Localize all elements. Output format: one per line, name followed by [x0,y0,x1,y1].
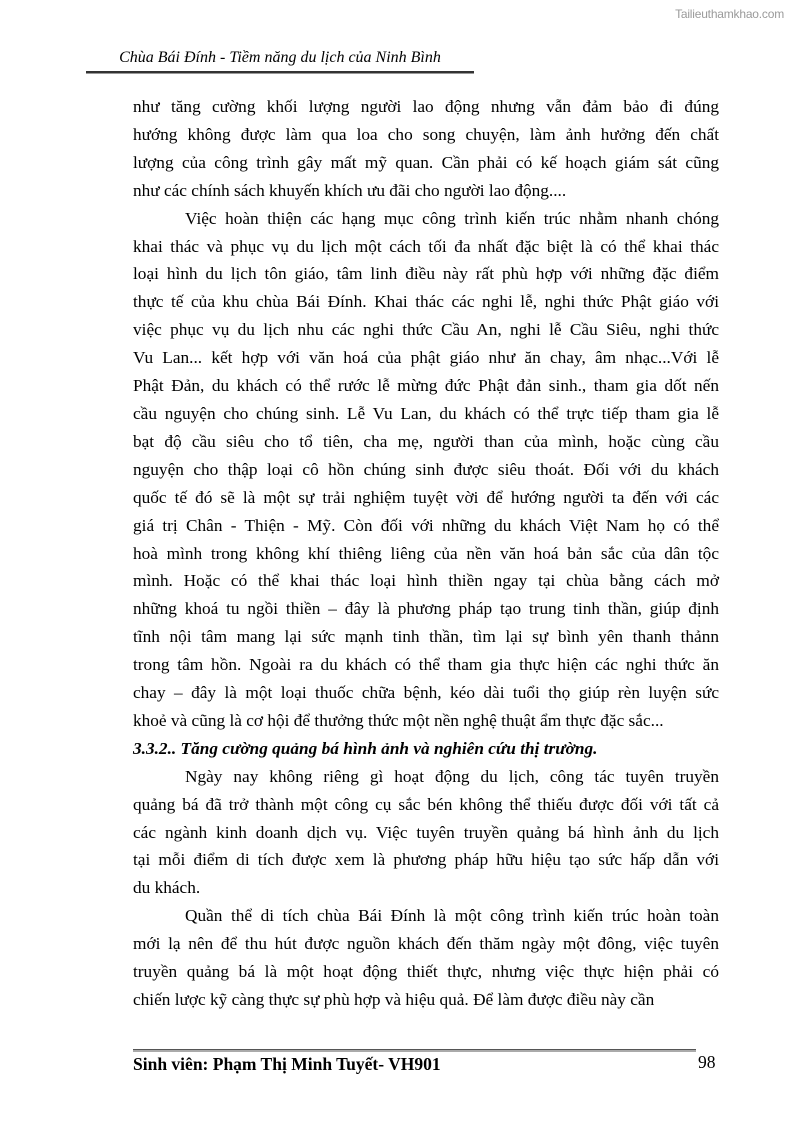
footer-student-name: Sinh viên: Phạm Thị Minh Tuyết- VH901 [133,1054,441,1074]
text-line: chay – đây là một loại thuốc chữa bệnh, kéo dài tuổi thọ giúp rèn luyện sức [133,683,719,703]
text-line: cầu nguyện cho chúng sinh. Lễ Vu Lan, du khách có thể trực tiếp tham gia lễ [133,403,719,423]
text-line: chiến lược kỹ càng thực sự phù hợp và hiệu quả. Để làm được điều này cần [133,990,655,1009]
paragraph [133,902,719,1014]
text-line: các ngành kinh doanh dịch vụ. Việc tuyên truyền quảng bá hình ảnh du lịch [133,822,719,842]
paragraphs-before [133,93,719,735]
paragraphs-after [133,763,719,1014]
body-text [133,93,719,1014]
text-line: du khách. [133,878,201,898]
page-header [86,48,474,68]
section-heading: 3.3.2.. Tăng cường quảng bá hình ảnh và nghiên cứu thị trường. [133,738,598,758]
paragraph [133,205,719,735]
header-rule [86,71,474,74]
text-line: hướng không được làm qua loa cho song chuyện, làm ảnh hưởng đến chất [133,124,719,144]
text-line: Phật Đản, du khách có thể rước lễ mừng đức Phật đản sinh., tham gia dốt nến [133,376,719,396]
paragraph [133,93,719,205]
text-line: thực tế của khu chùa Bái Đính. Khai thác các nghi lễ, nghi thức Phật giáo với [133,292,719,312]
text-line: Ngày nay không riêng gì hoạt động du lịch, công tác tuyên truyền [185,766,719,786]
text-line: bạt độ cầu siêu cho tổ tiên, cha mẹ, người than của mình, hoặc cùng cầu [133,431,719,451]
text-line: loại hình du lịch tôn giáo, tâm linh điều này rất phù hợp với những đặc điểm [133,264,719,284]
header-title: Chùa Bái Đính - Tiềm năng du lịch của Ninh Bình [119,49,441,66]
text-line: khoẻ và cũng là cơ hội để thưởng thức một nền nghệ thuật ẩm thực đặc sắc... [133,710,664,730]
text-line: tĩnh nội tâm mang lại sức mạnh tinh thần, tìm lại sự bình yên thanh thảnn [133,627,719,647]
text-line: như các chính sách khuyến khích ưu đãi cho người lao động.... [133,180,567,200]
text-line: nguyện cho thập loại cô hồn chúng sinh được siêu thoát. Đối với du khách [133,459,719,479]
text-line: truyền quảng bá là một hoạt động thiết thực, nhưng việc thực hiện phải có [133,962,719,982]
text-line: quốc tế đó sẽ là một sự trải nghiệm tuyệt vời để hướng người ta đến với các [133,487,719,507]
text-line: khai thác và phục vụ du lịch một cách tối đa nhất đặc biệt là có thể khai thác [133,236,719,256]
text-line: những khoá tu ngồi thiền – đây là phương pháp tạo trung tinh thần, giúp định [133,599,719,619]
text-line: tại mỗi điểm di tích được xem là phương pháp hữu hiệu tạo sức hấp dẫn với [133,850,719,870]
text-line: việc phục vụ du lịch nhu các nghi thức Cầu An, nghi lễ Cầu Siêu, nghi thức [133,320,719,340]
paragraph [133,763,719,903]
text-line: hoà mình trong không khí thiêng liêng của nền văn hoá bản sắc của dân tộc [133,543,719,563]
text-line: như tăng cường khối lượng người lao động nhưng vẫn đảm bảo đi đúng [133,97,719,116]
text-line: Việc hoàn thiện các hạng mục công trình kiến trúc nhằm nhanh chóng [185,208,719,228]
text-line: mình. Hoặc có thể khai thác loại hình thiền ngay tại chùa bằng cách mở [133,571,719,591]
text-line: mới lạ nên để thu hút được nguồn khách đến thăm ngày một đông, việc tuyên [133,934,719,954]
text-line: quảng bá đã trở thành một công cụ sắc bén không thể thiếu được đối với tất cả [133,794,719,814]
text-line: Quần thể di tích chùa Bái Đính là một công trình kiến trúc hoàn toàn [185,906,719,926]
text-line: giá trị Chân - Thiện - Mỹ. Còn đối với những du khách Việt Nam họ có thể [133,515,719,535]
text-line: lượng của công trình gây mất mỹ quan. Cần phải có kế hoạch giám sát cũng [133,152,719,172]
page-number: 98 [698,1052,716,1072]
watermark: Tailieuthamkhao.com [675,7,784,21]
text-line: trong tâm hồn. Ngoài ra du khách có thể tham gia thực hiện các nghi thức ăn [133,655,719,675]
footer-rule [133,1049,696,1052]
text-line: Vu Lan... kết hợp với văn hoá của phật giáo như ăn chay, âm nhạc...Với lễ [133,348,719,368]
